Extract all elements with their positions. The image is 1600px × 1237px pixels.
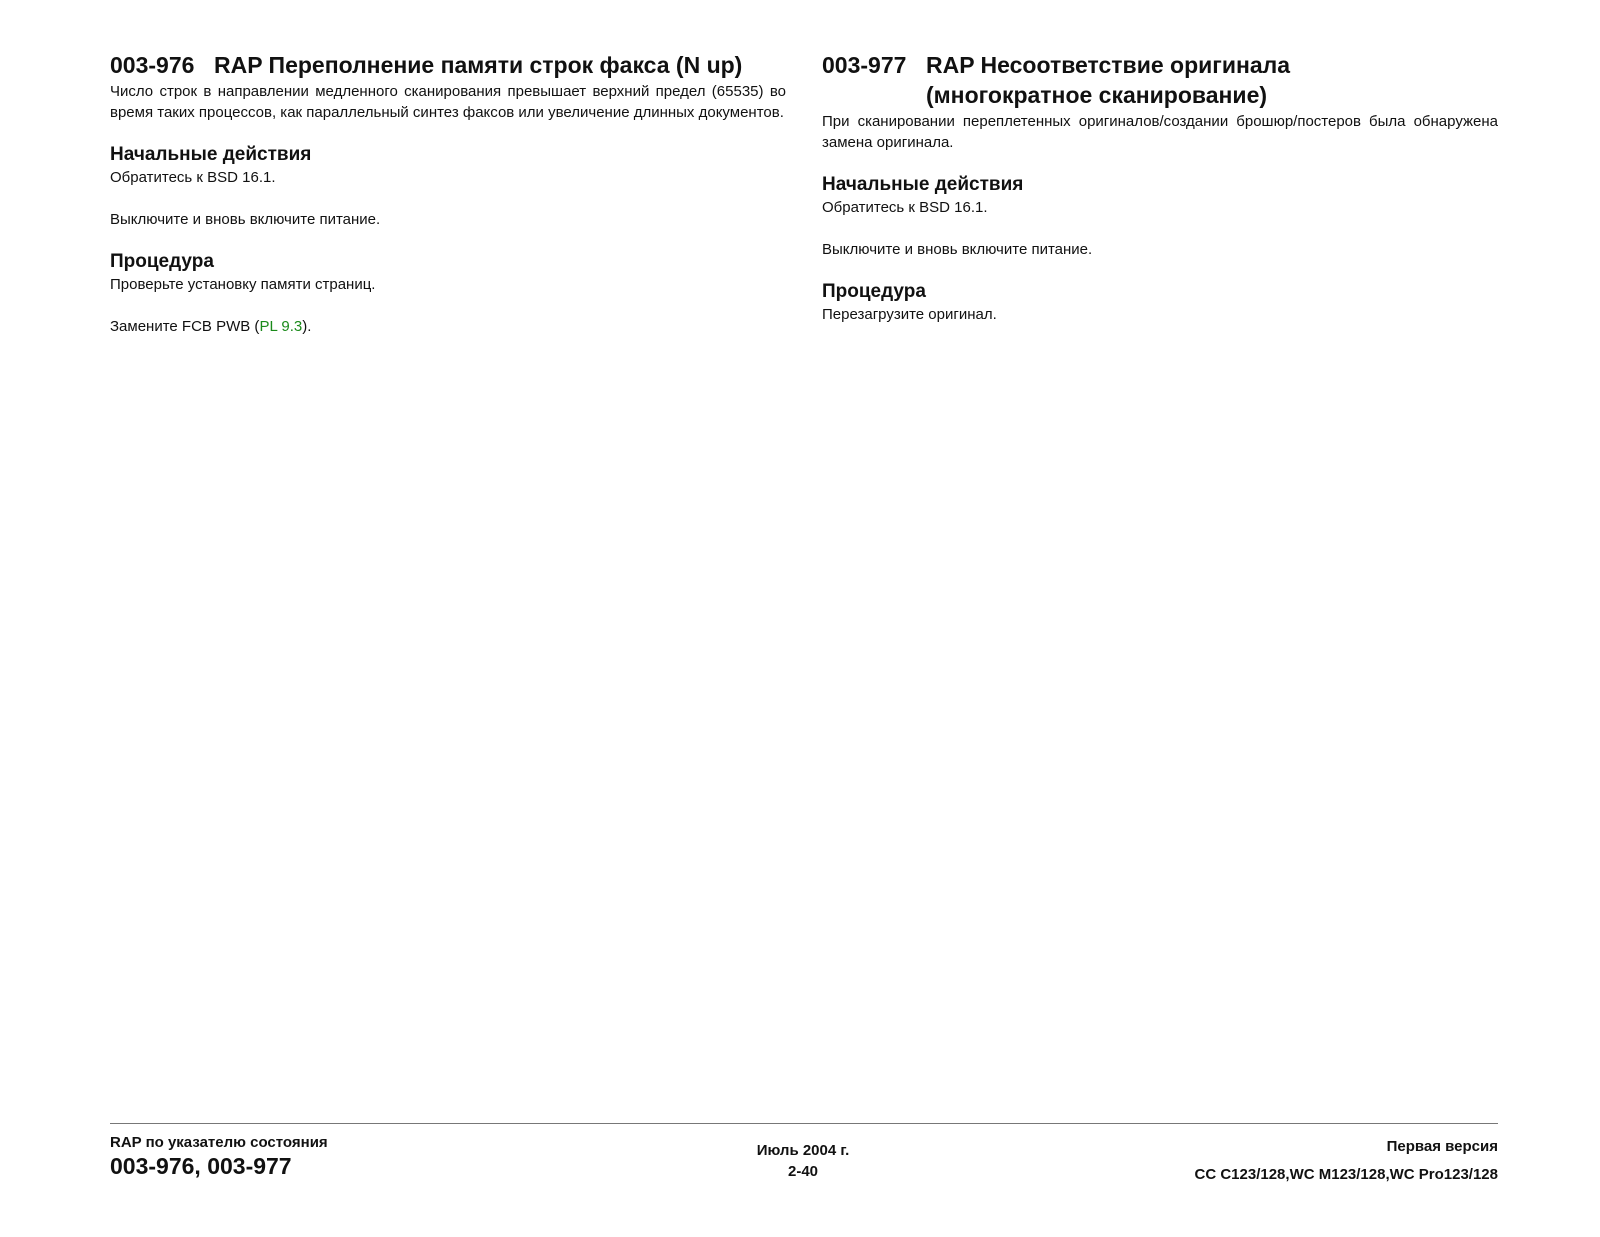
initial-action-step-1: Обратитесь к BSD 16.1. [822, 199, 988, 216]
section-description: Число строк в направлении медленного сканирования превышает верхний предел (65535) во время таких процессов, как параллельный синтез факсов или увеличение длинных документов. [110, 83, 786, 121]
footer-right [1195, 1133, 1498, 1189]
initial-actions-heading: Начальные действия [110, 144, 312, 165]
initial-action-step-2: Выключите и вновь включите питание. [822, 240, 1093, 258]
procedure-step-1: Перезагрузите оригинал. [822, 306, 997, 323]
section-003-977 [822, 50, 1498, 326]
footer-page-number: 2-40 [787, 1163, 819, 1180]
procedure-heading: Процедура [822, 281, 926, 302]
section-003-976 [110, 50, 786, 337]
section-code: 003-976 [110, 52, 195, 78]
procedure-step-2-prefix: Замените FCB PWB ( [110, 317, 260, 335]
initial-action-step-1: Обратитесь к BSD 16.1. [110, 169, 276, 186]
parts-list-link[interactable]: PL 9.3 [259, 317, 303, 335]
procedure-step-2 [110, 317, 786, 338]
section-description: При сканировании переплетенных оригиналов/создании брошюр/постеров была обнаружена замена оригинала. [822, 113, 1498, 151]
procedure-heading: Процедура [110, 251, 214, 272]
initial-action-step-2: Выключите и вновь включите питание. [110, 210, 381, 228]
footer-date: Июль 2004 г. [756, 1142, 850, 1159]
footer-version: Первая версия [1386, 1138, 1498, 1155]
section-title-003-976 [110, 50, 786, 80]
footer-divider [110, 1123, 1498, 1124]
procedure-step-1: Проверьте установку памяти страниц. [110, 276, 376, 293]
section-title-line-1: RAP Несоответствие оригинала [926, 52, 1291, 78]
footer-left [110, 1133, 328, 1179]
footer-models: CC C123/128,WC M123/128,WC Pro123/128 [1194, 1166, 1498, 1183]
footer-center [700, 1140, 906, 1182]
procedure-step-2-suffix: ). [302, 317, 312, 335]
footer-section-label: RAP по указателю состояния [110, 1134, 328, 1151]
initial-actions-heading: Начальные действия [822, 174, 1024, 195]
section-title-text: RAP Переполнение памяти строк факса (N up) [214, 52, 743, 78]
footer-codes: 003-976, 003-977 [110, 1153, 292, 1179]
section-code: 003-977 [822, 52, 907, 78]
section-title-003-977 [822, 50, 1498, 110]
section-title-line-2: (многократное сканирование) [926, 82, 1268, 108]
